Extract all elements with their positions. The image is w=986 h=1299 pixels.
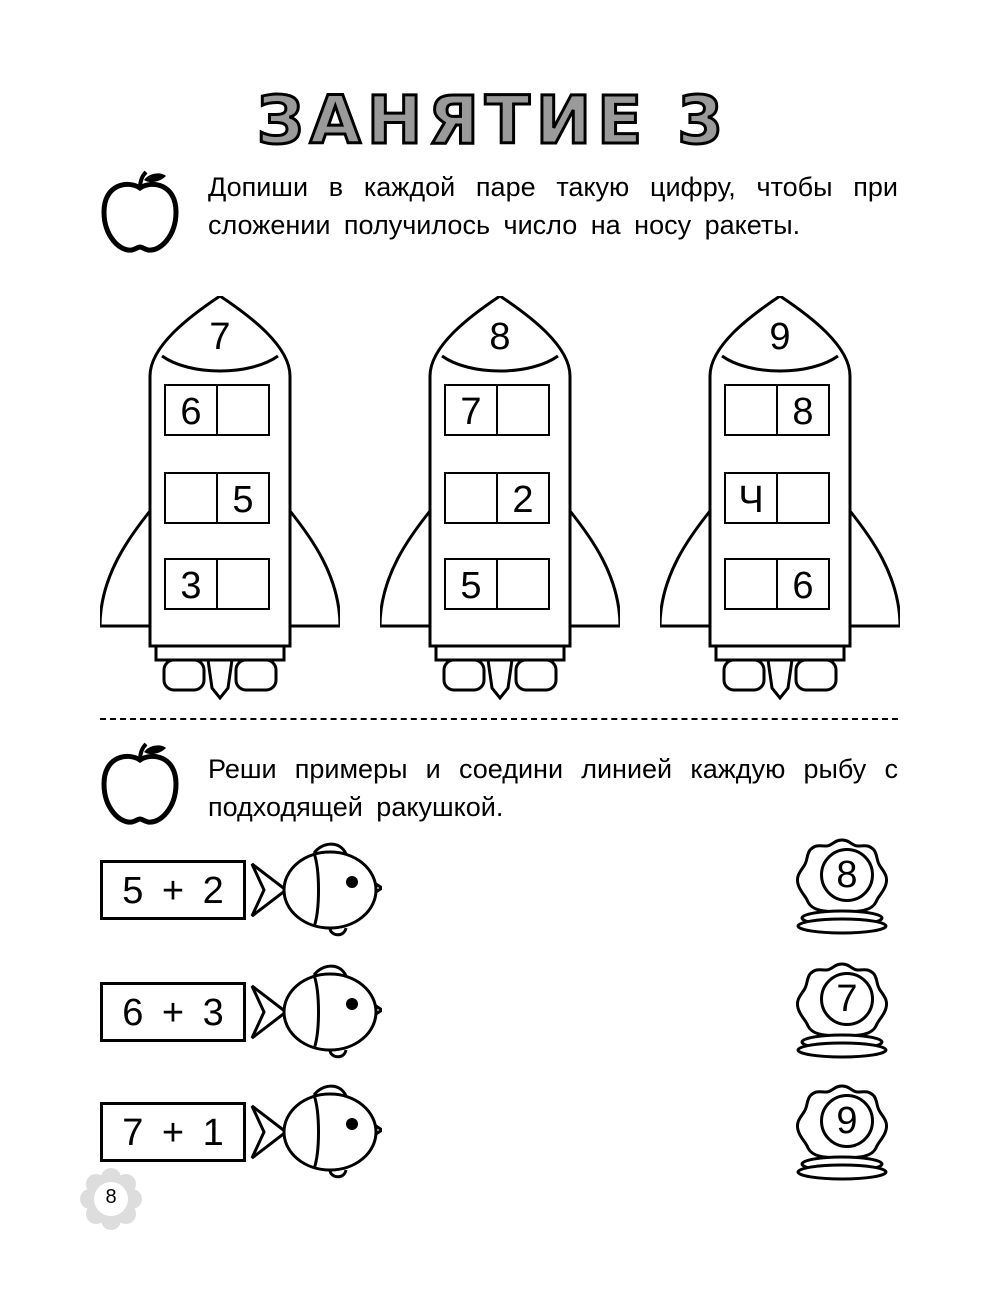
shell-number: 9 — [820, 1094, 874, 1148]
digit-cell[interactable] — [444, 472, 498, 524]
digit-cell[interactable] — [216, 558, 270, 610]
rocket-nose-number: 9 — [769, 316, 791, 358]
digit-cell[interactable] — [216, 384, 270, 436]
rocket-nose-number: 7 — [209, 316, 231, 358]
digit-cell[interactable] — [496, 558, 550, 610]
shell-number: 7 — [820, 972, 874, 1026]
example-box: 5 + 2 — [100, 860, 246, 920]
task-instruction-1: Допиши в каждой паре такую цифру, чтобы при сложении получилось число на носу ракеты. — [208, 172, 898, 240]
digit-cell[interactable] — [164, 472, 218, 524]
digit-cell[interactable]: 5 — [444, 558, 498, 610]
example-box: 6 + 3 — [100, 982, 246, 1042]
digit-cell[interactable]: 8 — [776, 384, 830, 436]
digit-cell[interactable]: Ч — [724, 472, 778, 524]
digit-cell[interactable]: 6 — [164, 384, 218, 436]
digit-cell[interactable] — [776, 472, 830, 524]
shell[interactable] — [792, 960, 892, 1060]
fish-icon[interactable] — [250, 840, 382, 940]
digit-cell[interactable]: 6 — [776, 558, 830, 610]
digit-cell[interactable] — [724, 558, 778, 610]
task-instruction-2: Реши примеры и соедини линией каждую рыбу с подходящей ракушкой. — [208, 754, 898, 822]
rocket-2 — [380, 296, 620, 701]
section-divider — [100, 718, 898, 720]
shell-number: 8 — [820, 848, 874, 902]
apple-icon — [98, 170, 182, 256]
apple-icon — [98, 742, 182, 828]
rocket-nose-number: 8 — [489, 316, 511, 358]
lesson-title: ЗАНЯТИЕ 3 — [256, 82, 730, 159]
digit-cell[interactable]: 7 — [444, 384, 498, 436]
example-box: 7 + 1 — [100, 1102, 246, 1162]
digit-cell[interactable] — [496, 384, 550, 436]
digit-cell[interactable]: 3 — [164, 558, 218, 610]
page-number: 8 — [105, 1186, 117, 1208]
digit-cell[interactable] — [724, 384, 778, 436]
digit-cell[interactable]: 2 — [496, 472, 550, 524]
shell[interactable] — [792, 1082, 892, 1182]
fish-icon[interactable] — [250, 1082, 382, 1182]
shell[interactable] — [792, 836, 892, 936]
rocket-3 — [660, 296, 900, 701]
rocket-1 — [100, 296, 340, 701]
fish-icon[interactable] — [250, 962, 382, 1062]
digit-cell[interactable]: 5 — [216, 472, 270, 524]
